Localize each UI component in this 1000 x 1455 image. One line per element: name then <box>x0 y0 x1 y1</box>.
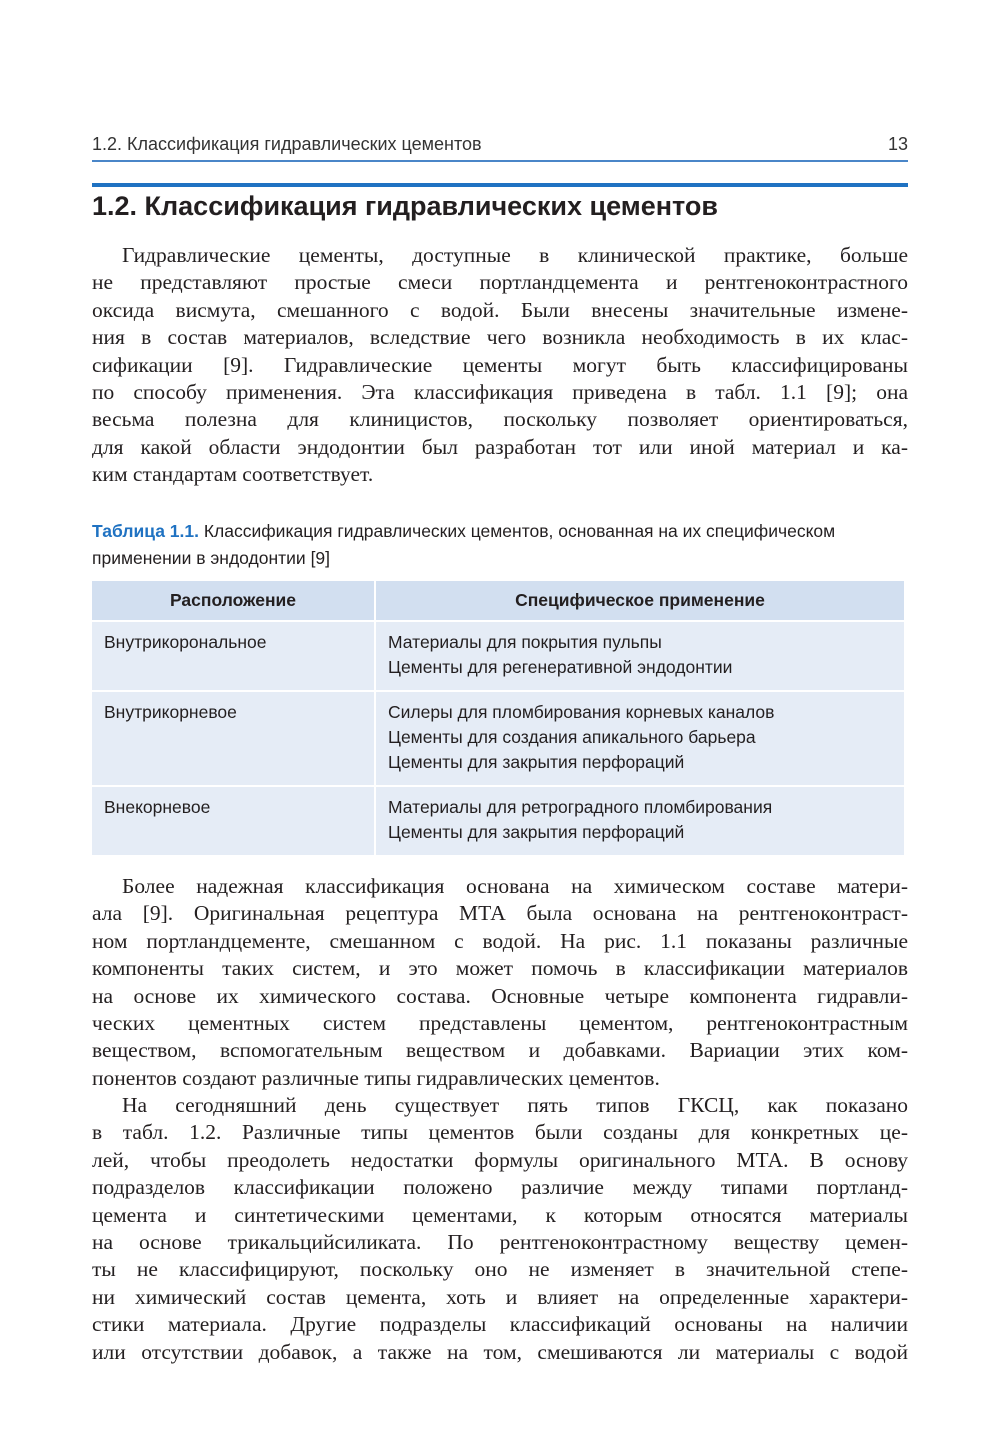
text-line: понентов создают различные типы гидравлических цементов. <box>92 1065 660 1090</box>
text-line: не представляют простые смеси портландцемента и рентгеноконтрастного <box>92 270 908 295</box>
text-line: стики материала. Другие подразделы классификаций основаны на наличии <box>92 1312 908 1337</box>
paragraph-1 <box>92 242 908 489</box>
text-line: ты не классифицируют, поскольку оно не изменяет в значительной степе- <box>92 1257 908 1282</box>
location-cell: Внутрикорневое <box>92 692 374 785</box>
location-cell: Внутрикорональное <box>92 622 374 690</box>
text-line: ни химический состав цемента, хоть и влияет на определенные характери- <box>92 1284 908 1309</box>
text-line: подразделов классификации положено различие между типами портланд- <box>92 1175 908 1200</box>
table-caption-text: Классификация гидравлических цементов, основанная на их специфическом применении в эндодонтии [9] <box>92 521 836 568</box>
paragraph-3 <box>92 1092 908 1366</box>
text-line: лей, чтобы преодолеть недостатки формулы оригинального МТА. В основу <box>92 1147 908 1172</box>
text-line: оксида висмута, смешанного с водой. Были внесены значительные измене- <box>92 297 908 322</box>
text-line: на основе их химического состава. Основные четыре компонента гидравли- <box>92 983 908 1008</box>
header-rule <box>92 160 908 162</box>
text-line: весьма полезна для клиницистов, поскольку позволяет ориентироваться, <box>92 407 908 432</box>
use-item: Материалы для ретроградного пломбирования <box>388 797 773 817</box>
text-line: цемента и синтетическими цементами, к которым относятся материалы <box>92 1202 908 1227</box>
use-cell <box>376 622 904 690</box>
text-line: ческих цементных систем представлены цементом, рентгеноконтрастным <box>92 1011 908 1036</box>
text-line: для какой области эндодонтии был разработан тот или иной материал и ка- <box>92 434 908 459</box>
table-row <box>92 692 904 785</box>
text-line: Гидравлические цементы, доступные в клинической практике, больше <box>122 243 908 267</box>
text-line: ким стандартам соответствует. <box>92 462 374 487</box>
text-line: На сегодняшний день существует пять типов ГКСЦ, как показано <box>122 1093 908 1117</box>
table-caption <box>92 518 908 572</box>
text-line: Более надежная классификация основана на химическом составе матери- <box>122 874 908 898</box>
use-item: Силеры для пломбирования корневых каналов <box>388 702 775 722</box>
text-line: по способу применения. Эта классификация приведена в табл. 1.1 [9]; она <box>92 380 908 405</box>
text-line: на основе трикальцийсиликата. По рентгеноконтрастному веществу цемен- <box>92 1230 908 1255</box>
use-item: Материалы для покрытия пульпы <box>388 632 662 652</box>
running-header <box>92 134 908 160</box>
use-item: Цементы для регенеративной эндодонтии <box>388 657 733 677</box>
use-item: Цементы для закрытия перфораций <box>388 822 685 842</box>
text-line: ном портландцементе, смешанном с водой. На рис. 1.1 показаны различные <box>92 928 908 953</box>
table-caption-label: Таблица 1.1. <box>92 521 199 541</box>
text-line: веществом, вспомогательным веществом и добавками. Вариации этих ком- <box>92 1038 908 1063</box>
use-cell <box>376 787 904 855</box>
text-line: сификации [9]. Гидравлические цементы могут быть классифицированы <box>92 352 908 377</box>
text-line: компоненты таких систем, и это может помочь в классификации материалов <box>92 956 908 981</box>
use-item: Цементы для закрытия перфораций <box>388 752 685 772</box>
use-cell <box>376 692 904 785</box>
text-line: или отсутствии добавок, а также на том, смешиваются ли материалы с водой <box>92 1339 908 1364</box>
column-header-use: Специфическое применение <box>376 581 904 620</box>
text-line: ния в состав материалов, вследствие чего возникла необходимость в их клас- <box>92 325 908 350</box>
paragraph-2 <box>92 873 908 1092</box>
text-line: в табл. 1.2. Различные типы цементов были созданы для конкретных це- <box>92 1120 908 1145</box>
table-row <box>92 787 904 855</box>
page-number: 13 <box>887 134 908 154</box>
use-item: Цементы для создания апикального барьера <box>388 727 756 747</box>
location-cell: Внекорневое <box>92 787 374 855</box>
text-line: ала [9]. Оригинальная рецептура МТА была основана на рентгеноконтраст- <box>92 901 908 926</box>
classification-table <box>90 579 906 857</box>
column-header-location: Расположение <box>92 581 374 620</box>
section-rule <box>92 183 908 187</box>
table-row <box>92 622 904 690</box>
running-header-title: 1.2. Классификация гидравлических цементов <box>92 134 482 154</box>
section-heading: 1.2. Классификация гидравлических цементов <box>92 191 718 221</box>
